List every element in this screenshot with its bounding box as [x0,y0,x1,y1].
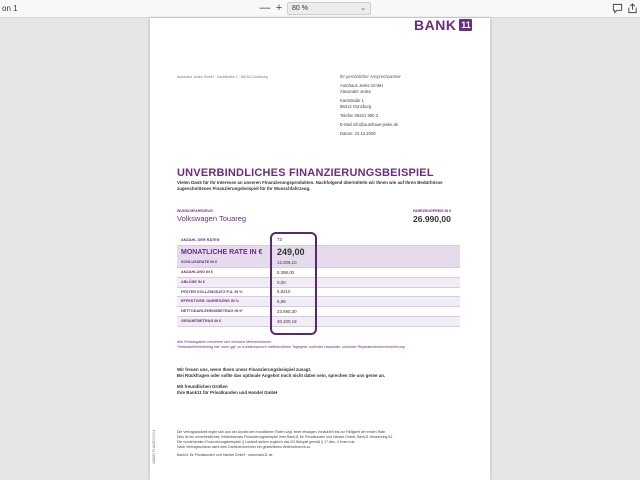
table-row-highlight [177,246,460,268]
row-label: SCHLUSSRATE IN € [181,260,218,264]
contact-label: Ihr persönlicher Ansprechpartner [340,74,401,79]
document-page [150,18,490,480]
table-row [177,307,460,317]
row-label: EFFEKTIVER JAHRESZINS IN % [181,299,240,304]
intro-text: Vielen Dank für Ihr Interesse an unseren Finanzierungsprodukten. Nachfolgend übermitteln wir Ihnen wie auf Ihren Bedürfnisse zugeschnittenes Finanzierungsbeispiel für Ihr Wunschfahrzeug. [177,180,443,191]
zoom-in-button[interactable]: + [275,2,283,14]
logo-number: 11 [461,20,471,30]
finance-table [177,234,460,327]
viewer-toolbar [0,0,640,18]
contact-block [340,74,401,137]
document-title: on 1 [2,4,18,13]
footnote-vat: Alle Preisangaben verstehen sich inklusive Mehrwertsteuer. [177,340,272,344]
contact-phone: Telefon 08221 950 3 [340,113,378,118]
table-row [177,234,460,246]
document-code: 44828073 ACB000004 [152,429,156,464]
signature: Ihre Bank11 für Privatkunden und Handel GmbH [177,390,278,395]
legal-line: Nach Vertragsschluss steht dem Darlehensnehmer ein gesetzliches Widerrufsrecht zu. [177,445,312,449]
table-row [177,288,460,298]
sender-line: Autohaus Jeske GmbH · Kantstraße 1 · 86153 Günzburg [177,75,268,79]
contact-street: Kantstraße 1 [340,98,364,103]
share-icon[interactable] [627,3,638,14]
contact-person: Alexander Jeske [340,89,371,94]
table-footnotes [177,340,467,350]
contact-email: E-Mail info@autohaus-jeske.de [340,122,399,127]
row-label: FESTER SOLLZINSSATZ P.A. IN % [181,289,243,294]
table-row [177,317,460,327]
legal-line: Dies ist ein unverbindliches, freibleibendes Finanzierungsbeispiel Ihrer Bank11 für Privatkunden und Handel GmbH, Bank11 Hessenring 61. [177,435,394,439]
comment-icon[interactable] [612,3,623,14]
row-value: 5,8210 [277,289,291,295]
price-value: 26.990,00 [413,214,451,224]
zoom-out-button[interactable]: — [259,2,271,14]
zoom-value: 80 % [292,5,308,12]
row-value: 0,00 [277,279,286,285]
model-label: WUNSCHFAHRZEUG [177,209,213,213]
contact-city: 86312 Günzburg [340,104,372,109]
footnote-net: *Nettodarlehensbetrag inkl. einer ggf. zu Kundenwunsch mitfinanzierten Tagegeld- und/oder Haushalts- und/oder Reparaturkostenversicherung [177,345,405,349]
closing-line-1: Wir freuen uns, wenn Ihnen unser Finanzierungsbeispiel zusagt. [177,367,312,372]
chevron-down-icon: ⌄ [360,5,366,12]
row-value: 5.398,00 [277,269,295,275]
table-row [177,268,460,278]
table-row [177,297,460,307]
row-value: 5,99 [277,299,286,305]
row-value: 73 [277,237,282,242]
legal-line: Die Vertragslaufzeit ergibt sich aus der Anzahl der monatlichen Raten zzgl. einer etwaigen Vorlaufzeit bis zur Fälligkeit der ersten Rate. [177,430,386,434]
row-value: 30.100,18 [277,318,297,324]
row-label: ANZAHL DER RATEN [181,237,220,242]
row-label: ABLÖSE IN € [181,279,205,284]
page-title: UNVERBINDLICHES FINANZIERUNGSBEISPIEL [177,167,434,179]
row-label: ANZAHLUNG IN € [181,270,214,274]
table-row [177,278,460,288]
legal-footer: Bank11 für Privatkunden und Handel GmbH · www.bank11.de [177,453,273,457]
letter-date: Datum: 22.12.2020 [340,131,376,136]
closing-line-2: Bei Rückfragen oder sollte das optimale Angebot noch nicht dabei sein, sprechen Sie uns gerne an. [177,373,386,378]
row-value: 23.690,30 [277,308,297,314]
zoom-select[interactable] [287,2,371,15]
logo-text: BANK [414,17,457,33]
closing-text [177,367,467,396]
row-value: 249,00 [277,247,305,257]
bank-logo [414,18,472,32]
row-label: NETTODARLEHENSBETRAG IN €* [181,309,243,314]
contact-company: Autohaus Jeske GmbH [340,83,384,88]
row-label: MONATLICHE RATE IN € [181,249,263,256]
legal-line: Die vorstehenden Finanzierungsbeispiele § Laufzeit stehen zugleich das 2/3 Beispiel gemäß § 17 Abs. 4 Ihnen hat. [177,440,356,444]
price-label: FAHRZEUGPREIS IN € [413,209,452,213]
values-highlight-frame [270,232,317,335]
model-value: Volkswagen Touareg [177,214,247,223]
row-value: 12.209,10 [277,259,297,265]
row-label: GESAMTBETRAG IN € [181,318,222,323]
legal-text [177,430,467,458]
greeting: Mit freundlichen Grüßen [177,384,228,389]
